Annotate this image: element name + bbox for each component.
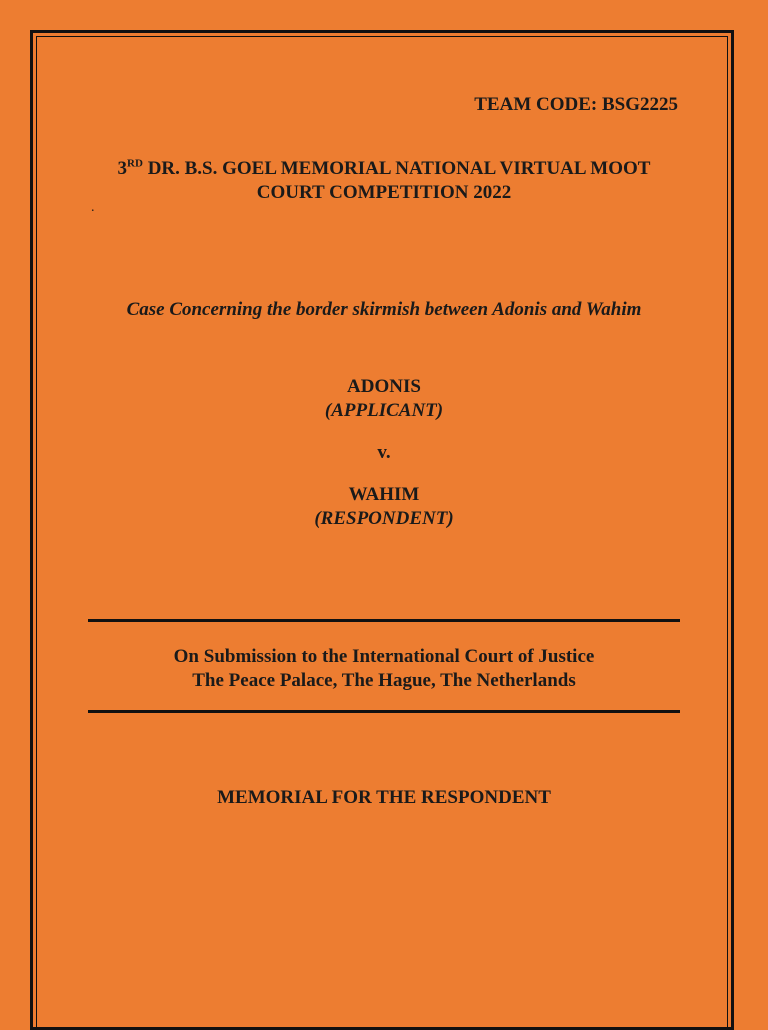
submission-line1: On Submission to the International Court of Justice	[173, 646, 595, 667]
divider-top	[88, 619, 680, 622]
competition-title-line1	[0, 157, 768, 181]
respondent-name: WAHIM	[348, 484, 420, 505]
submission-line2: The Peace Palace, The Hague, The Netherlands	[192, 670, 576, 691]
competition-ordinal-suffix: RD	[127, 157, 143, 170]
stray-mark: .	[91, 200, 95, 215]
divider-bottom	[88, 710, 680, 713]
versus: v.	[377, 442, 391, 463]
respondent-role: (RESPONDENT)	[314, 508, 454, 529]
case-title: Case Concerning the border skirmish between Adonis and Wahim	[126, 299, 642, 320]
memorial-title: MEMORIAL FOR THE RESPONDENT	[217, 787, 551, 808]
competition-title-rest: DR. B.S. GOEL MEMORIAL NATIONAL VIRTUAL MOOT	[142, 158, 651, 179]
competition-title-line2: COURT COMPETITION 2022	[256, 182, 512, 203]
team-code: TEAM CODE: BSG2225	[474, 94, 678, 115]
applicant-name: ADONIS	[347, 376, 421, 397]
applicant-role: (APPLICANT)	[324, 400, 444, 421]
competition-ordinal: 3	[117, 158, 128, 179]
